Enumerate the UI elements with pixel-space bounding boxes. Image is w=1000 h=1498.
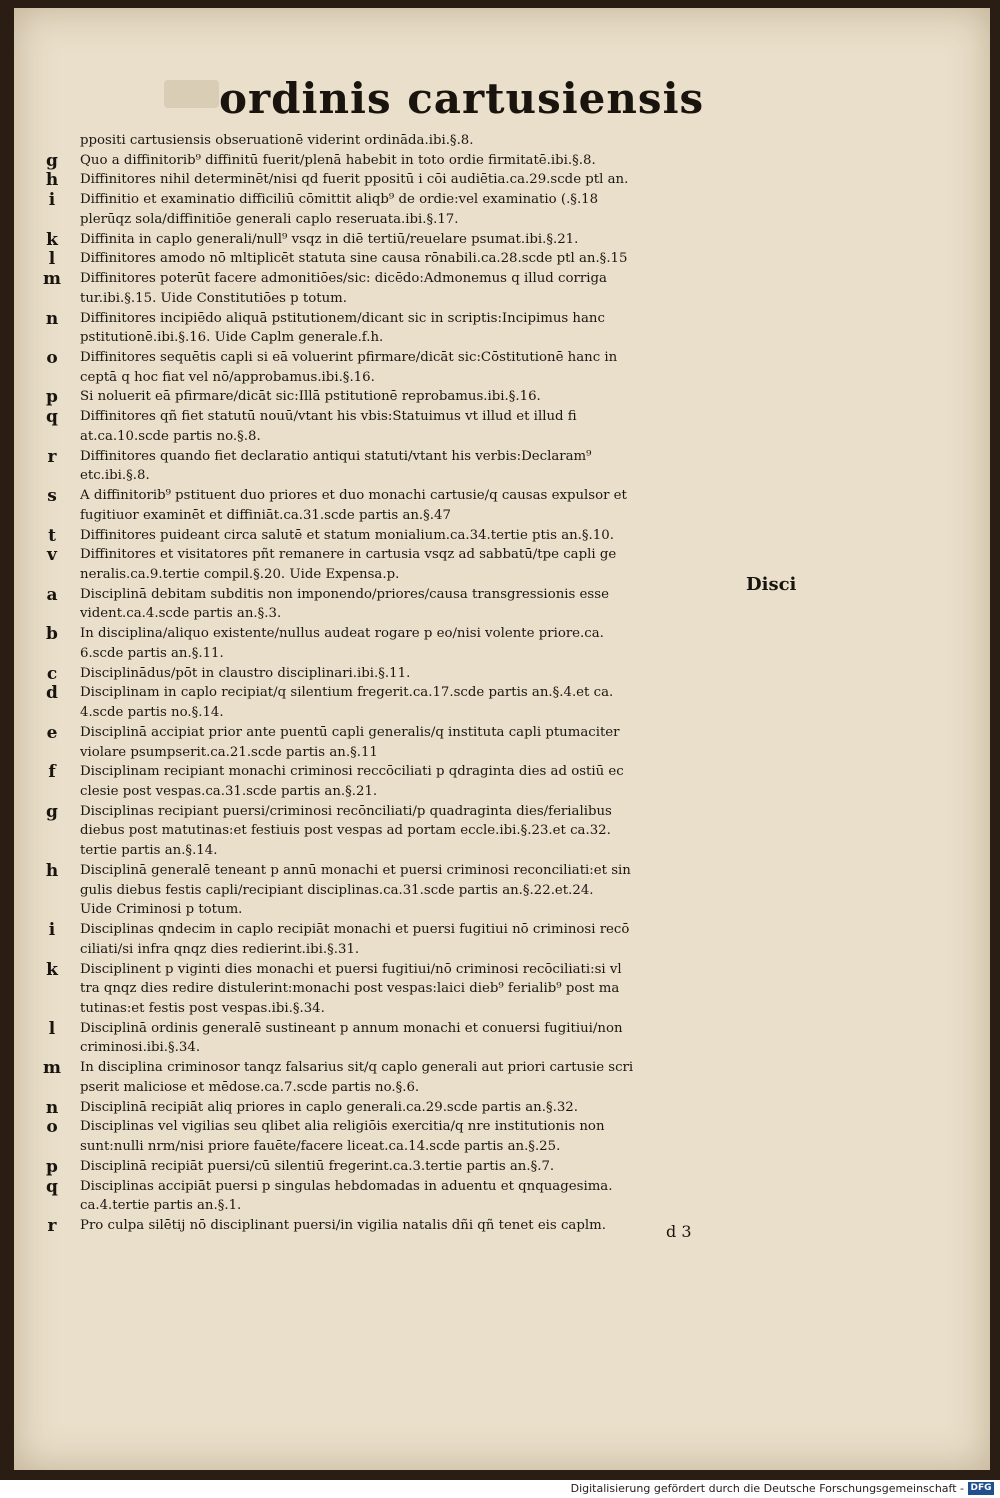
footer-credit: Digitalisierung gefördert durch die Deutsche Forschungsgemeinschaft - (570, 1482, 964, 1495)
margin-letter: q (46, 407, 58, 427)
margin-letter: i (48, 920, 56, 940)
entry-line: Disciplinā ordinis generalē sustineant p annum monachi et conuersi fugitiui/non (80, 1021, 623, 1036)
margin-letter: n (45, 1098, 59, 1118)
footer-bar (0, 1480, 1000, 1498)
entry-line: Disciplinas qndecim in caplo recipiāt monachi et puersi fugitiui nō criminosi recō (80, 922, 630, 937)
entry-line: neralis.ca.9.tertie compil.§.20. Uide Expensa.p. (80, 567, 400, 582)
margin-letter: s (47, 486, 57, 506)
entry-line: sunt:nulli nrm/nisi priore fauēte/facere liceat.ca.14.scde partis an.§.25. (80, 1139, 561, 1154)
entry-line: Diffinitores quando fiet declaratio antiqui statuti/vtant his verbis:Declaram⁹ (80, 449, 592, 464)
margin-letter: c (46, 664, 58, 684)
margin-letter: f (48, 762, 56, 782)
entry-line: vident.ca.4.scde partis an.§.3. (80, 606, 282, 621)
margin-letter: v (47, 545, 57, 565)
entry-line: 6.scde partis an.§.11. (80, 646, 224, 661)
entry-line: In disciplina criminosor tanqz falsarius sit/q caplo generali aut priori cartusie scri (80, 1060, 634, 1075)
margin-letter: m (43, 269, 61, 289)
entry-line: etc.ibi.§.8. (80, 468, 150, 483)
entry-line: ciliati/si infra qnqz dies redierint.ibi.§.31. (80, 942, 360, 957)
entry-line: Disciplinā recipiāt puersi/cū silentiū fregerint.ca.3.tertie partis an.§.7. (80, 1159, 555, 1174)
margin-catchword: Disci (746, 574, 797, 595)
dfg-logo: DFG (968, 1482, 994, 1495)
margin-letter: l (48, 249, 56, 269)
entry-line: Diffinitores nihil determinēt/nisi qd fuerit ppositū i cōi audiētia.ca.29.scde ptl an. (80, 172, 629, 187)
margin-letter: r (47, 1216, 57, 1236)
entry-line: Diffinitores poterūt facere admonitiōes/sic: dicēdo:Admonemus q illud corriga (80, 271, 607, 286)
entry-line: Pro culpa silētij nō disciplinant puersi/in vigilia natalis dñi qñ tenet eis caplm. (80, 1218, 606, 1233)
entry-line: Diffinitores sequētis capli si eā voluerint pfirmare/dicāt sic:Cōstitutionē hanc in (80, 350, 618, 365)
entry-line: criminosi.ibi.§.34. (80, 1040, 201, 1055)
entry-line: Disciplinādus/pōt in claustro disciplinari.ibi.§.11. (80, 666, 411, 681)
entry-line: gulis diebus festis capli/recipiant disciplinas.ca.31.scde partis an.§.22.et.24. (80, 883, 594, 898)
entry-line: violare psumpserit.ca.21.scde partis an.§.11 (80, 745, 378, 760)
entry-line: Disciplinā generalē teneant p annū monachi et puersi criminosi reconciliati:et sin (80, 863, 631, 878)
entry-line: tra qnqz dies redire distulerint:monachi post vespas:laici dieb⁹ ferialib⁹ post ma (80, 981, 620, 996)
entry-line: ca.4.tertie partis an.§.1. (80, 1198, 242, 1213)
entry-line: fugitiuor examinēt et diffiniāt.ca.31.scde partis an.§.47 (80, 508, 451, 523)
faded-header-text (164, 80, 219, 108)
margin-letter: g (46, 802, 58, 822)
margin-letter: t (48, 526, 56, 546)
margin-letter: m (43, 1058, 61, 1078)
margin-letter: q (46, 1177, 58, 1197)
signature-mark: d 3 (666, 1222, 692, 1241)
entry-line: pstitutionē.ibi.§.16. Uide Caplm generale.f.h. (80, 330, 384, 345)
entry-line: tur.ibi.§.15. Uide Constitutiōes p totum. (80, 291, 348, 306)
entry-line: tertie partis an.§.14. (80, 843, 218, 858)
book-page (14, 8, 990, 1470)
entry-line: Disciplinas vel vigilias seu qlibet alia religiōis exercitia/q nre institutionis non (80, 1119, 605, 1134)
entry-line: Disciplinā debitam subditis non imponendo/priores/causa transgressionis esse (80, 587, 609, 602)
margin-letter: r (47, 447, 57, 467)
margin-letter: o (46, 348, 58, 368)
entry-line: Disciplinā accipiat prior ante puentū capli generalis/q instituta capli ptumaciter (80, 725, 620, 740)
entry-line: Diffinitores qñ fiet statutū nouū/vtant his vbis:Statuimus vt illud et illud fi (80, 409, 577, 424)
entry-line: Disciplinas accipiāt puersi p singulas hebdomadas in aduentu et qnquagesima. (80, 1179, 613, 1194)
entry-line: Disciplinam in caplo recipiat/q silentium fregerit.ca.17.scde partis an.§.4.et ca. (80, 685, 614, 700)
entry-line: Diffinitores puideant circa salutē et statum monialium.ca.34.tertie ptis an.§.10. (80, 528, 614, 543)
entry-line: 4.scde partis no.§.14. (80, 705, 224, 720)
entry-line: ppositi cartusiensis obseruationē viderint ordināda.ibi.§.8. (80, 133, 474, 148)
margin-letter: g (46, 151, 58, 171)
entry-line: pserit maliciose et mēdose.ca.7.scde partis no.§.6. (80, 1080, 420, 1095)
entry-line: Si noluerit eā pfirmare/dicāt sic:Illā pstitutionē reprobamus.ibi.§.16. (80, 389, 541, 404)
margin-letter: o (46, 1117, 58, 1137)
entry-line: Disciplinā recipiāt aliq priores in caplo generali.ca.29.scde partis an.§.32. (80, 1100, 578, 1115)
margin-letter: n (45, 309, 59, 329)
entry-line: Diffinita in caplo generali/null⁹ vsqz in diē tertiū/reuelare psumat.ibi.§.21. (80, 232, 579, 247)
entry-line: Uide Criminosi p totum. (80, 902, 243, 917)
entry-line: Disciplinam recipiant monachi criminosi reccōciliati p qdraginta dies ad ostiū ec (80, 764, 624, 779)
entry-line: plerūqz sola/diffinitiōe generali caplo reseruata.ibi.§.17. (80, 212, 459, 227)
page-header: ordinis cartusiensis (219, 74, 705, 123)
margin-letter: h (45, 861, 59, 881)
margin-letter: p (46, 1157, 58, 1177)
entry-line: at.ca.10.scde partis no.§.8. (80, 429, 261, 444)
entry-line: Disciplinas recipiant puersi/criminosi recōnciliati/p quadraginta dies/ferialibus (80, 804, 612, 819)
entry-line: Diffinitio et examinatio difficiliū cōmittit aliqb⁹ de ordie:vel examinatio (.§.18 (80, 192, 599, 207)
entry-line: Disciplinent p viginti dies monachi et puersi fugitiui/nō criminosi recōciliati:si vl (80, 962, 622, 977)
entry-line: In disciplina/aliquo existente/nullus audeat rogare p eo/nisi volente priore.ca. (80, 626, 604, 641)
entry-line: ceptā q hoc fiat vel nō/approbamus.ibi.§.16. (80, 370, 375, 385)
margin-letter: k (46, 960, 58, 980)
entry-line: Diffinitores incipiēdo aliquā pstitutionem/dicant sic in scriptis:Incipimus hanc (80, 311, 605, 326)
margin-letter: l (48, 1019, 56, 1039)
entry-line: Quo a diffinitorib⁹ diffinitū fuerit/plenā habebit in toto ordie firmitatē.ibi.§.8. (80, 153, 596, 168)
margin-letter: k (46, 230, 58, 250)
margin-letter: h (45, 170, 59, 190)
entry-line: Diffinitores et visitatores pñt remanere in cartusia vsqz ad sabbatū/tpe capli ge (80, 547, 617, 562)
entry-line: diebus post matutinas:et festiuis post vespas ad portam eccle.ibi.§.23.et ca.32. (80, 823, 611, 838)
margin-letter: p (46, 387, 58, 407)
margin-letter: e (46, 723, 58, 743)
entry-line: clesie post vespas.ca.31.scde partis an.§.21. (80, 784, 378, 799)
margin-letter: a (46, 585, 58, 605)
entry-line: tutinas:et festis post vespas.ibi.§.34. (80, 1001, 325, 1016)
entry-line: A diffinitorib⁹ pstituent duo priores et duo monachi cartusie/q causas expulsor et (80, 488, 627, 503)
margin-letter: d (46, 683, 58, 703)
margin-letter: i (48, 190, 56, 210)
entry-line: Diffinitores amodo nō mltiplicēt statuta sine causa rōnabili.ca.28.scde ptl an.§.15 (80, 251, 628, 266)
margin-letter: b (46, 624, 58, 644)
